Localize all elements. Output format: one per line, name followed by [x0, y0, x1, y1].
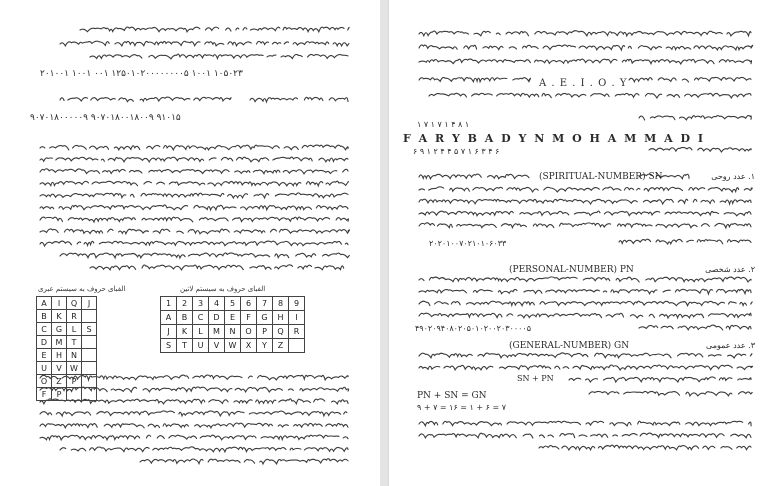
handwriting-stroke — [539, 445, 751, 450]
hebrew-grid-cell: R — [67, 310, 82, 323]
handwriting-stroke — [419, 211, 751, 216]
hebrew-grid-cell: V — [52, 362, 67, 375]
latin-grid-row — [161, 297, 305, 311]
latin-grid-cell — [289, 339, 305, 353]
hebrew-grid-row — [37, 375, 97, 388]
hebrew-grid-cell: O — [37, 375, 52, 388]
handwriting-stroke — [60, 447, 348, 452]
hebrew-letter-grid — [36, 296, 97, 401]
handwriting-stroke — [40, 217, 353, 222]
name-numbers-bottom: ۶ ۹ ۱ ۲ ۴ ۴ ۵ ۷ ۱ ۶ ۳ ۴ ۶ — [413, 147, 500, 156]
latin-grid-row — [161, 339, 305, 353]
latin-grid-cell: 6 — [241, 297, 257, 311]
section2-title: (PERSONAL-NUMBER) PN — [509, 265, 634, 275]
handwriting-stroke — [419, 174, 536, 179]
latin-grid-cell: B — [177, 311, 193, 325]
handwriting-stroke — [40, 241, 348, 246]
sn-pn-badge: SN + PN — [517, 374, 554, 383]
handwriting-stroke — [250, 97, 348, 102]
hebrew-grid-cell: D — [37, 336, 52, 349]
latin-grid-cell: P — [257, 325, 273, 339]
section1-numbers: ۲۰۲۰۱۰۰۷۰۲۱۰۱۰۶۰۳۳ — [429, 239, 507, 248]
handwriting-stroke — [60, 41, 349, 46]
hebrew-grid-row — [37, 349, 97, 362]
handwriting-stroke — [629, 77, 751, 82]
latin-grid-cell: C — [193, 311, 209, 325]
hebrew-grid-cell — [82, 362, 97, 375]
name-letters: F A R Y B A D Y N M O H A M M A D I — [403, 132, 705, 145]
latin-grid-label: الفبای حروف به سیستم لاتین — [180, 285, 266, 293]
handwriting-stroke — [419, 59, 752, 64]
hebrew-grid-cell — [82, 310, 97, 323]
hebrew-grid-cell: G — [52, 323, 67, 336]
latin-grid-cell: 9 — [289, 297, 305, 311]
book-gutter — [380, 0, 388, 486]
handwriting-stroke — [569, 377, 754, 382]
handwriting-stroke — [40, 193, 348, 198]
handwriting-stroke — [60, 253, 349, 258]
hebrew-grid-cell: P — [52, 388, 67, 401]
hebrew-grid-cell: Q — [67, 297, 82, 310]
latin-grid-cell: H — [273, 311, 289, 325]
latin-grid-cell: X — [241, 339, 257, 353]
latin-grid-cell: 2 — [177, 297, 193, 311]
hebrew-grid-cell: U — [37, 362, 52, 375]
hebrew-grid-row — [37, 323, 97, 336]
hebrew-grid-cell: E — [37, 349, 52, 362]
latin-grid-cell: D — [209, 311, 225, 325]
latin-grid-cell: A — [161, 311, 177, 325]
top-numbers-row1: ۲۰۱۰۰۱ ۱۰۰۱ ۰۰۱ ۱۲۵۰۱۰۲۰۰۰۰۰۰۰۰۵ ۱۰۰۱ ۱۰۵۰۲۳ — [40, 69, 243, 79]
latin-grid-cell: F — [241, 311, 257, 325]
latin-letter-grid — [160, 296, 305, 353]
handwriting-stroke — [429, 93, 751, 98]
latin-grid-cell: T — [177, 339, 193, 353]
hebrew-grid-cell: K — [52, 310, 67, 323]
handwriting-stroke — [419, 77, 530, 81]
handwriting-stroke — [419, 313, 751, 318]
latin-grid-cell: V — [209, 339, 225, 353]
formula1: PN + SN = GN — [417, 391, 487, 401]
latin-grid-row — [161, 311, 305, 325]
latin-grid-cell: G — [257, 311, 273, 325]
hebrew-grid-row — [37, 388, 97, 401]
hebrew-grid-cell — [82, 375, 97, 388]
handwriting-stroke — [419, 433, 751, 438]
section1-title: (SPIRITUAL-NUMBER) SN — [539, 172, 663, 182]
handwriting-stroke — [40, 423, 348, 428]
latin-grid-cell: 4 — [209, 297, 225, 311]
latin-grid-cell: K — [177, 325, 193, 339]
handwriting-stroke — [619, 239, 751, 244]
handwriting-stroke — [649, 147, 751, 152]
left-page — [0, 0, 381, 486]
latin-grid-cell: N — [225, 325, 241, 339]
handwriting-stroke — [40, 169, 355, 174]
handwriting-stroke — [60, 97, 231, 102]
hebrew-grid-cell: A — [37, 297, 52, 310]
latin-grid-cell: E — [225, 311, 241, 325]
latin-grid-cell: L — [193, 325, 209, 339]
hebrew-grid-cell: I — [52, 297, 67, 310]
handwriting-stroke — [419, 421, 751, 426]
latin-grid-cell: U — [193, 339, 209, 353]
hebrew-grid-cell: S — [82, 323, 97, 336]
handwriting-stroke — [639, 325, 751, 330]
latin-grid-cell: I — [289, 311, 305, 325]
hebrew-grid-label: الفبای حروف به سیستم عبری — [38, 285, 126, 293]
latin-grid-cell: Q — [273, 325, 289, 339]
handwriting-stroke — [419, 223, 751, 228]
hebrew-grid-cell: Z — [52, 375, 67, 388]
handwriting-stroke — [40, 229, 351, 234]
handwriting-stroke — [40, 181, 348, 186]
section1-index: ۱. عدد روحی — [711, 172, 755, 181]
section2-numbers: ۴۹۰۲۰۹۴۰۸۰۲۰۵۰۱۰۲۰۰۲۰۳۰۰۰۰۵ — [415, 324, 532, 333]
handwriting-stroke — [639, 116, 751, 120]
top-numbers-row2: ۹۰۷۰۱۸۰۰۰۰۰۹ ۹۰۷۰۱۸۰۰۱۸۰۰۹ ۹۱۰۱۵ — [30, 113, 181, 123]
handwriting-stroke — [40, 205, 348, 210]
name-numbers-top: ۱ ۷ ۱ ۷ ۱ ۴ ۸ ۱ — [417, 120, 470, 129]
hebrew-grid-cell — [67, 388, 82, 401]
hebrew-grid-cell: N — [67, 349, 82, 362]
section3-index: ۳. عدد عمومی — [706, 341, 755, 350]
hebrew-grid-cell: L — [67, 323, 82, 336]
hebrew-grid-cell — [82, 336, 97, 349]
right-page — [388, 0, 768, 486]
handwriting-stroke — [419, 301, 752, 306]
handwriting-stroke — [40, 145, 352, 150]
latin-grid-row — [161, 325, 305, 339]
latin-grid-cell: Y — [257, 339, 273, 353]
handwriting-stroke — [40, 411, 351, 416]
handwriting-stroke — [40, 435, 348, 440]
hebrew-grid-cell: W — [67, 362, 82, 375]
hebrew-grid-cell: M — [52, 336, 67, 349]
latin-grid-cell: S — [161, 339, 177, 353]
latin-grid-cell: 1 — [161, 297, 177, 311]
handwriting-stroke — [40, 157, 348, 162]
hebrew-grid-cell: B — [37, 310, 52, 323]
handwriting-stroke — [419, 277, 751, 282]
handwriting-stroke — [140, 459, 348, 464]
handwriting-stroke — [90, 54, 348, 59]
latin-grid-cell: M — [209, 325, 225, 339]
hebrew-grid-row — [37, 336, 97, 349]
hebrew-grid-row — [37, 310, 97, 323]
latin-grid-cell: 3 — [193, 297, 209, 311]
latin-grid-cell: 5 — [225, 297, 241, 311]
hebrew-grid-cell: T — [67, 336, 82, 349]
hebrew-grid-cell: P — [67, 375, 82, 388]
latin-grid-cell: J — [161, 325, 177, 339]
hebrew-grid-cell: F — [37, 388, 52, 401]
hebrew-grid-cell — [82, 388, 97, 401]
latin-grid-cell: O — [241, 325, 257, 339]
handwriting-stroke — [419, 289, 751, 294]
hebrew-grid-row — [37, 362, 97, 375]
handwriting-stroke — [419, 187, 752, 192]
hebrew-grid-cell — [82, 349, 97, 362]
handwriting-stroke — [419, 31, 751, 36]
vowels-line: A . E . I . O . Y — [539, 78, 628, 89]
handwriting-stroke — [90, 265, 348, 270]
handwriting-stroke — [589, 391, 752, 396]
latin-grid-cell: 8 — [273, 297, 289, 311]
hebrew-grid-cell: H — [52, 349, 67, 362]
handwriting-stroke — [419, 353, 752, 358]
handwriting-stroke — [80, 27, 349, 32]
handwriting-stroke — [419, 199, 751, 204]
latin-grid-cell: Z — [273, 339, 289, 353]
latin-grid-cell: R — [289, 325, 305, 339]
handwriting-stroke — [419, 45, 753, 50]
hebrew-grid-row — [37, 297, 97, 310]
handwriting-stroke — [419, 365, 753, 370]
formula2: ۹ + ۷ = ۱۶ = ۱ + ۶ = ۷ — [417, 403, 507, 412]
latin-grid-cell: W — [225, 339, 241, 353]
section2-index: ۲. عدد شخصی — [705, 265, 755, 274]
section3-title: (GENERAL-NUMBER) GN — [509, 341, 630, 351]
hebrew-grid-cell: C — [37, 323, 52, 336]
hebrew-grid-cell: J — [82, 297, 97, 310]
latin-grid-cell: 7 — [257, 297, 273, 311]
